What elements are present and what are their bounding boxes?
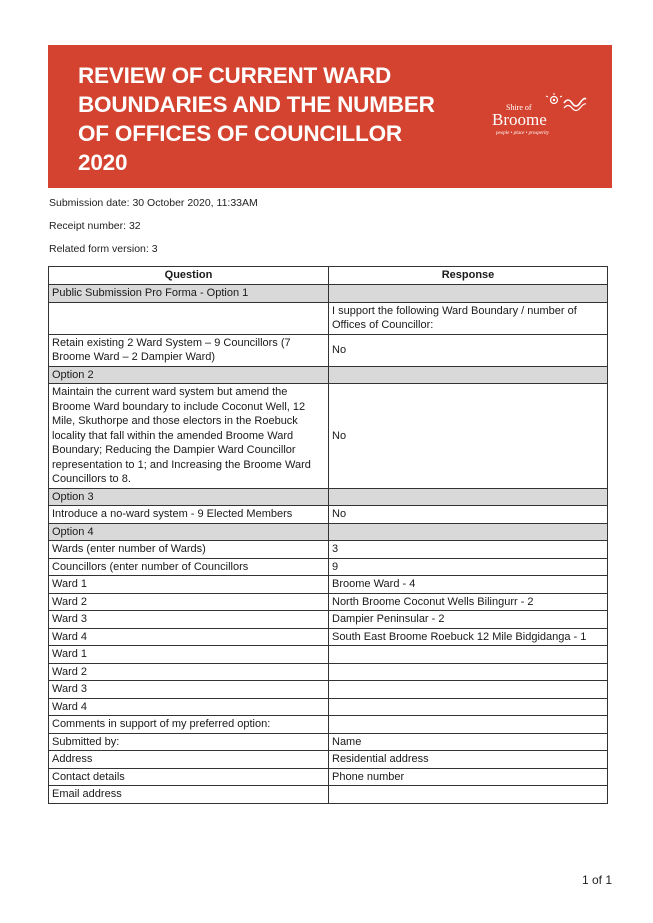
response-cell: Phone number — [329, 768, 608, 786]
response-cell: Residential address — [329, 751, 608, 769]
response-cell: Name — [329, 733, 608, 751]
response-header: Response — [329, 267, 608, 285]
shire-of-broome-logo — [490, 93, 590, 143]
table-row — [49, 751, 608, 769]
question-cell: Ward 1 — [49, 646, 329, 664]
question-cell: Email address — [49, 786, 329, 804]
response-cell: I support the following Ward Boundary / number of Offices of Councillor: — [329, 302, 608, 334]
section-row — [49, 523, 608, 541]
response-cell — [329, 698, 608, 716]
section-row — [49, 488, 608, 506]
table-row — [49, 541, 608, 559]
table-row — [49, 576, 608, 594]
table-row — [49, 506, 608, 524]
response-cell — [329, 488, 608, 506]
question-cell: Ward 3 — [49, 611, 329, 629]
response-cell — [329, 681, 608, 699]
table-row — [49, 646, 608, 664]
table-row — [49, 733, 608, 751]
table-row — [49, 334, 608, 366]
response-cell — [329, 646, 608, 664]
title-line: 2020 — [78, 150, 128, 175]
question-cell: Councillors (enter number of Councillors — [49, 558, 329, 576]
table-row — [49, 681, 608, 699]
table-row — [49, 698, 608, 716]
table-row — [49, 593, 608, 611]
submission-date: Submission date: 30 October 2020, 11:33AM — [49, 197, 258, 209]
question-cell: Option 3 — [49, 488, 329, 506]
logo-shire-of: Shire of — [506, 103, 532, 112]
response-cell: No — [329, 334, 608, 366]
logo-name: Broome — [492, 110, 547, 129]
question-cell: Contact details — [49, 768, 329, 786]
response-cell — [329, 716, 608, 734]
response-cell: 9 — [329, 558, 608, 576]
question-cell: Introduce a no-ward system - 9 Elected Members — [49, 506, 329, 524]
receipt-number: Receipt number: 32 — [49, 220, 141, 232]
response-cell: Dampier Peninsular - 2 — [329, 611, 608, 629]
question-cell: Submitted by: — [49, 733, 329, 751]
question-cell: Wards (enter number of Wards) — [49, 541, 329, 559]
question-cell: Ward 4 — [49, 698, 329, 716]
form-version: Related form version: 3 — [49, 243, 158, 255]
response-cell: South East Broome Roebuck 12 Mile Bidgidanga - 1 — [329, 628, 608, 646]
table-row — [49, 558, 608, 576]
table-header-row — [49, 267, 608, 285]
question-cell — [49, 302, 329, 334]
question-cell: Comments in support of my preferred option: — [49, 716, 329, 734]
logo-tagline: people • place • prosperity — [496, 131, 550, 136]
table-row — [49, 384, 608, 489]
title-line: BOUNDARIES AND THE NUMBER — [78, 92, 435, 117]
question-cell: Option 2 — [49, 366, 329, 384]
response-cell: North Broome Coconut Wells Bilingurr - 2 — [329, 593, 608, 611]
response-cell — [329, 366, 608, 384]
title-line: REVIEW OF CURRENT WARD — [78, 63, 392, 88]
response-cell: No — [329, 506, 608, 524]
response-cell — [329, 663, 608, 681]
table-row — [49, 716, 608, 734]
response-cell — [329, 786, 608, 804]
table-row — [49, 663, 608, 681]
submission-table — [48, 266, 608, 804]
section-row — [49, 285, 608, 303]
question-cell: Ward 1 — [49, 576, 329, 594]
title-line: OF OFFICES OF COUNCILLOR — [78, 121, 402, 146]
question-cell: Ward 2 — [49, 593, 329, 611]
table-row — [49, 786, 608, 804]
question-cell: Ward 3 — [49, 681, 329, 699]
question-cell: Address — [49, 751, 329, 769]
table-row — [49, 628, 608, 646]
table-row — [49, 302, 608, 334]
question-cell: Ward 2 — [49, 663, 329, 681]
response-cell: 3 — [329, 541, 608, 559]
document-title — [78, 61, 478, 177]
question-cell: Option 4 — [49, 523, 329, 541]
question-cell: Ward 4 — [49, 628, 329, 646]
question-header: Question — [49, 267, 329, 285]
response-cell: Broome Ward - 4 — [329, 576, 608, 594]
response-cell: No — [329, 384, 608, 489]
question-cell: Public Submission Pro Forma - Option 1 — [49, 285, 329, 303]
response-cell — [329, 523, 608, 541]
question-cell: Retain existing 2 Ward System – 9 Councillors (7 Broome Ward – 2 Dampier Ward) — [49, 334, 329, 366]
page-number: 1 of 1 — [581, 873, 612, 887]
table-row — [49, 611, 608, 629]
question-cell: Maintain the current ward system but amend the Broome Ward boundary to include Coconut Well, 12 Mile, Skuthorpe and those electors in the Roebuck locality that fall within the amended Broome Ward Boundary; Reducing the Dampier Ward Councillor representation to 1; and Increasing the Broome Ward Councillors to 8. — [49, 384, 329, 489]
table-row — [49, 768, 608, 786]
section-row — [49, 366, 608, 384]
response-cell — [329, 285, 608, 303]
title-banner — [48, 45, 612, 188]
